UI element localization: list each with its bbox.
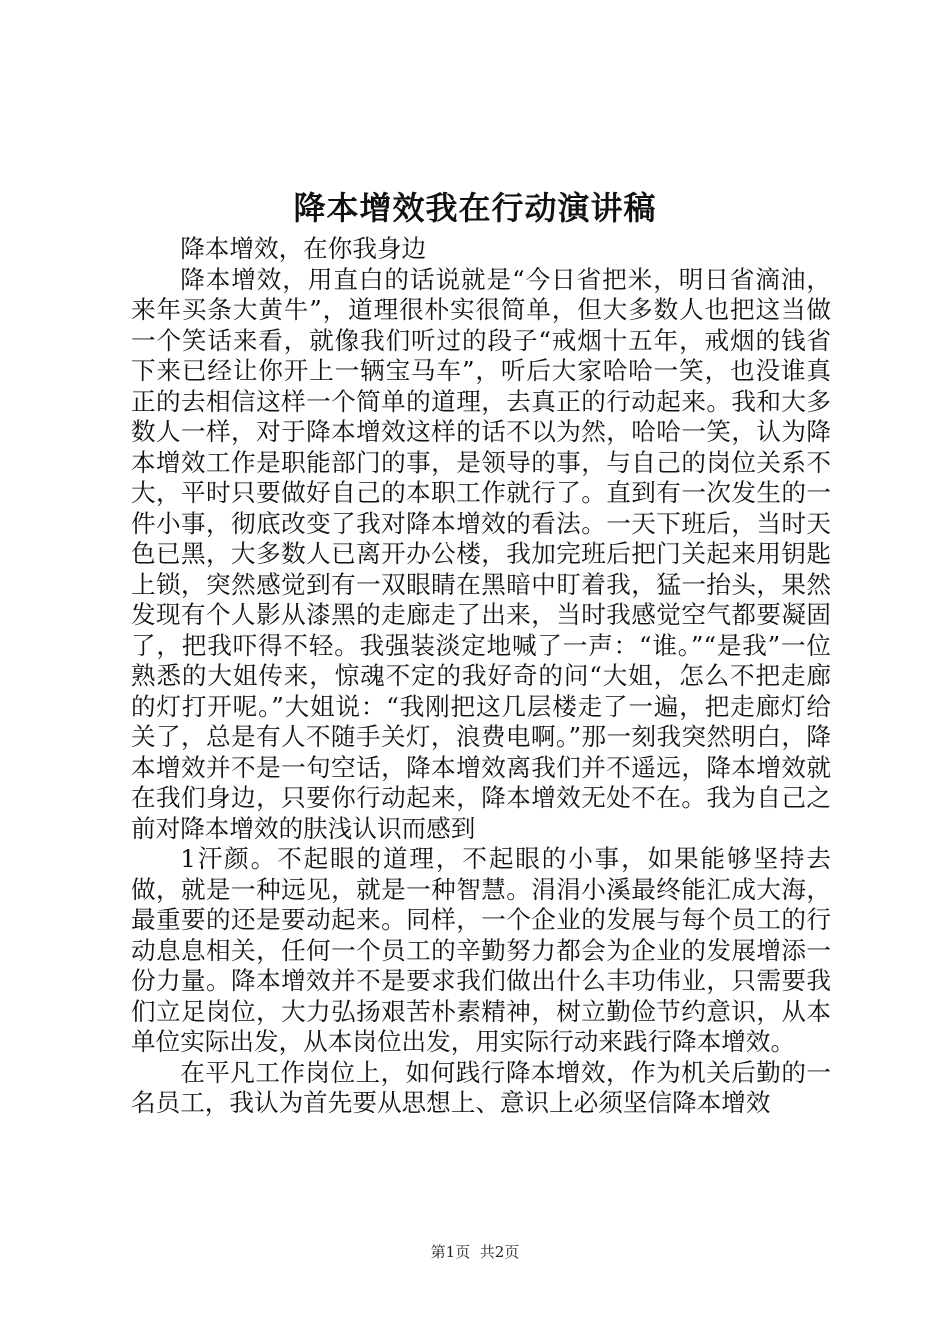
document-title: 降本增效我在行动演讲稿 <box>293 189 657 227</box>
paragraph-1: 降本增效，用直白的话说就是“今日省把米，明日省滴油，来年买条大黄牛”，道理很朴实很简单，但大多数人也把这当做一个笑话来看，就像我们听过的段子“戒烟十五年，戒烟的钱省下来已经让你开上一辆宝马车”，听后大家哈哈一笑，也没谁真正的去相信这样一个简单的道理，去真正的行动起来。我和大多数人一样，对于降本增效这样的话不以为然，哈哈一笑，认为降本增效工作是职能部门的事，是领导的事，与自己的岗位关系不大，平时只要做好自己的本职工作就行了。直到有一次发生的一件小事，彻底改变了我对降本增效的看法。一天下班后，当时天色已黑，大多数人已离开办公楼，我加完班后把门关起来用钥匙上锁，突然感觉到有一双眼睛在黑暗中盯着我，猛一抬头，果然发现有个人影从漆黑的走廊走了出来，当时我感觉空气都要凝固了，把我吓得不轻。我强装淡定地喊了一声：“谁。”“是我”一位熟悉的大姐传来，惊魂不定的我好奇的问“大姐，怎么不把走廊的灯打开呢。”大姐说：“我刚把这几层楼走了一遍，把走廊灯给关了，总是有人不随手关灯，浪费电啊。”那一刻我突然明白，降本增效并不是一句空话，降本增效离我们并不遥远，降本增效就在我们身边，只要你行动起来，降本增效无处不在。我为自己之前对降本增效的肤浅认识而感到 <box>131 264 831 843</box>
page-footer <box>0 1242 950 1262</box>
paragraph-3: 在平凡工作岗位上，如何践行降本增效，作为机关后勤的一名员工，我认为首先要从思想上、意识上必须坚信降本增效 <box>131 1057 831 1117</box>
paragraph-2: 1汗颜。不起眼的道理，不起眼的小事，如果能够坚持去做，就是一种远见，就是一种智慧。涓涓小溪最终能汇成大海，最重要的还是要动起来。同样，一个企业的发展与每个员工的行动息息相关，任何一个员工的辛勤努力都会为企业的发展增添一份力量。降本增效并不是要求我们做出什么丰功伟业，只需要我们立足岗位，大力弘扬艰苦朴素精神，树立勤俭节约意识，从本单位实际出发，从本岗位出发，用实际行动来践行降本增效。 <box>131 844 831 1056</box>
document-body <box>131 234 831 1119</box>
footer-spacer <box>470 1243 480 1261</box>
page-total: 共2页 <box>479 1243 520 1261</box>
paragraph-subtitle: 降本增效，在你我身边 <box>180 234 427 263</box>
page-number: 第1页 <box>430 1243 471 1261</box>
